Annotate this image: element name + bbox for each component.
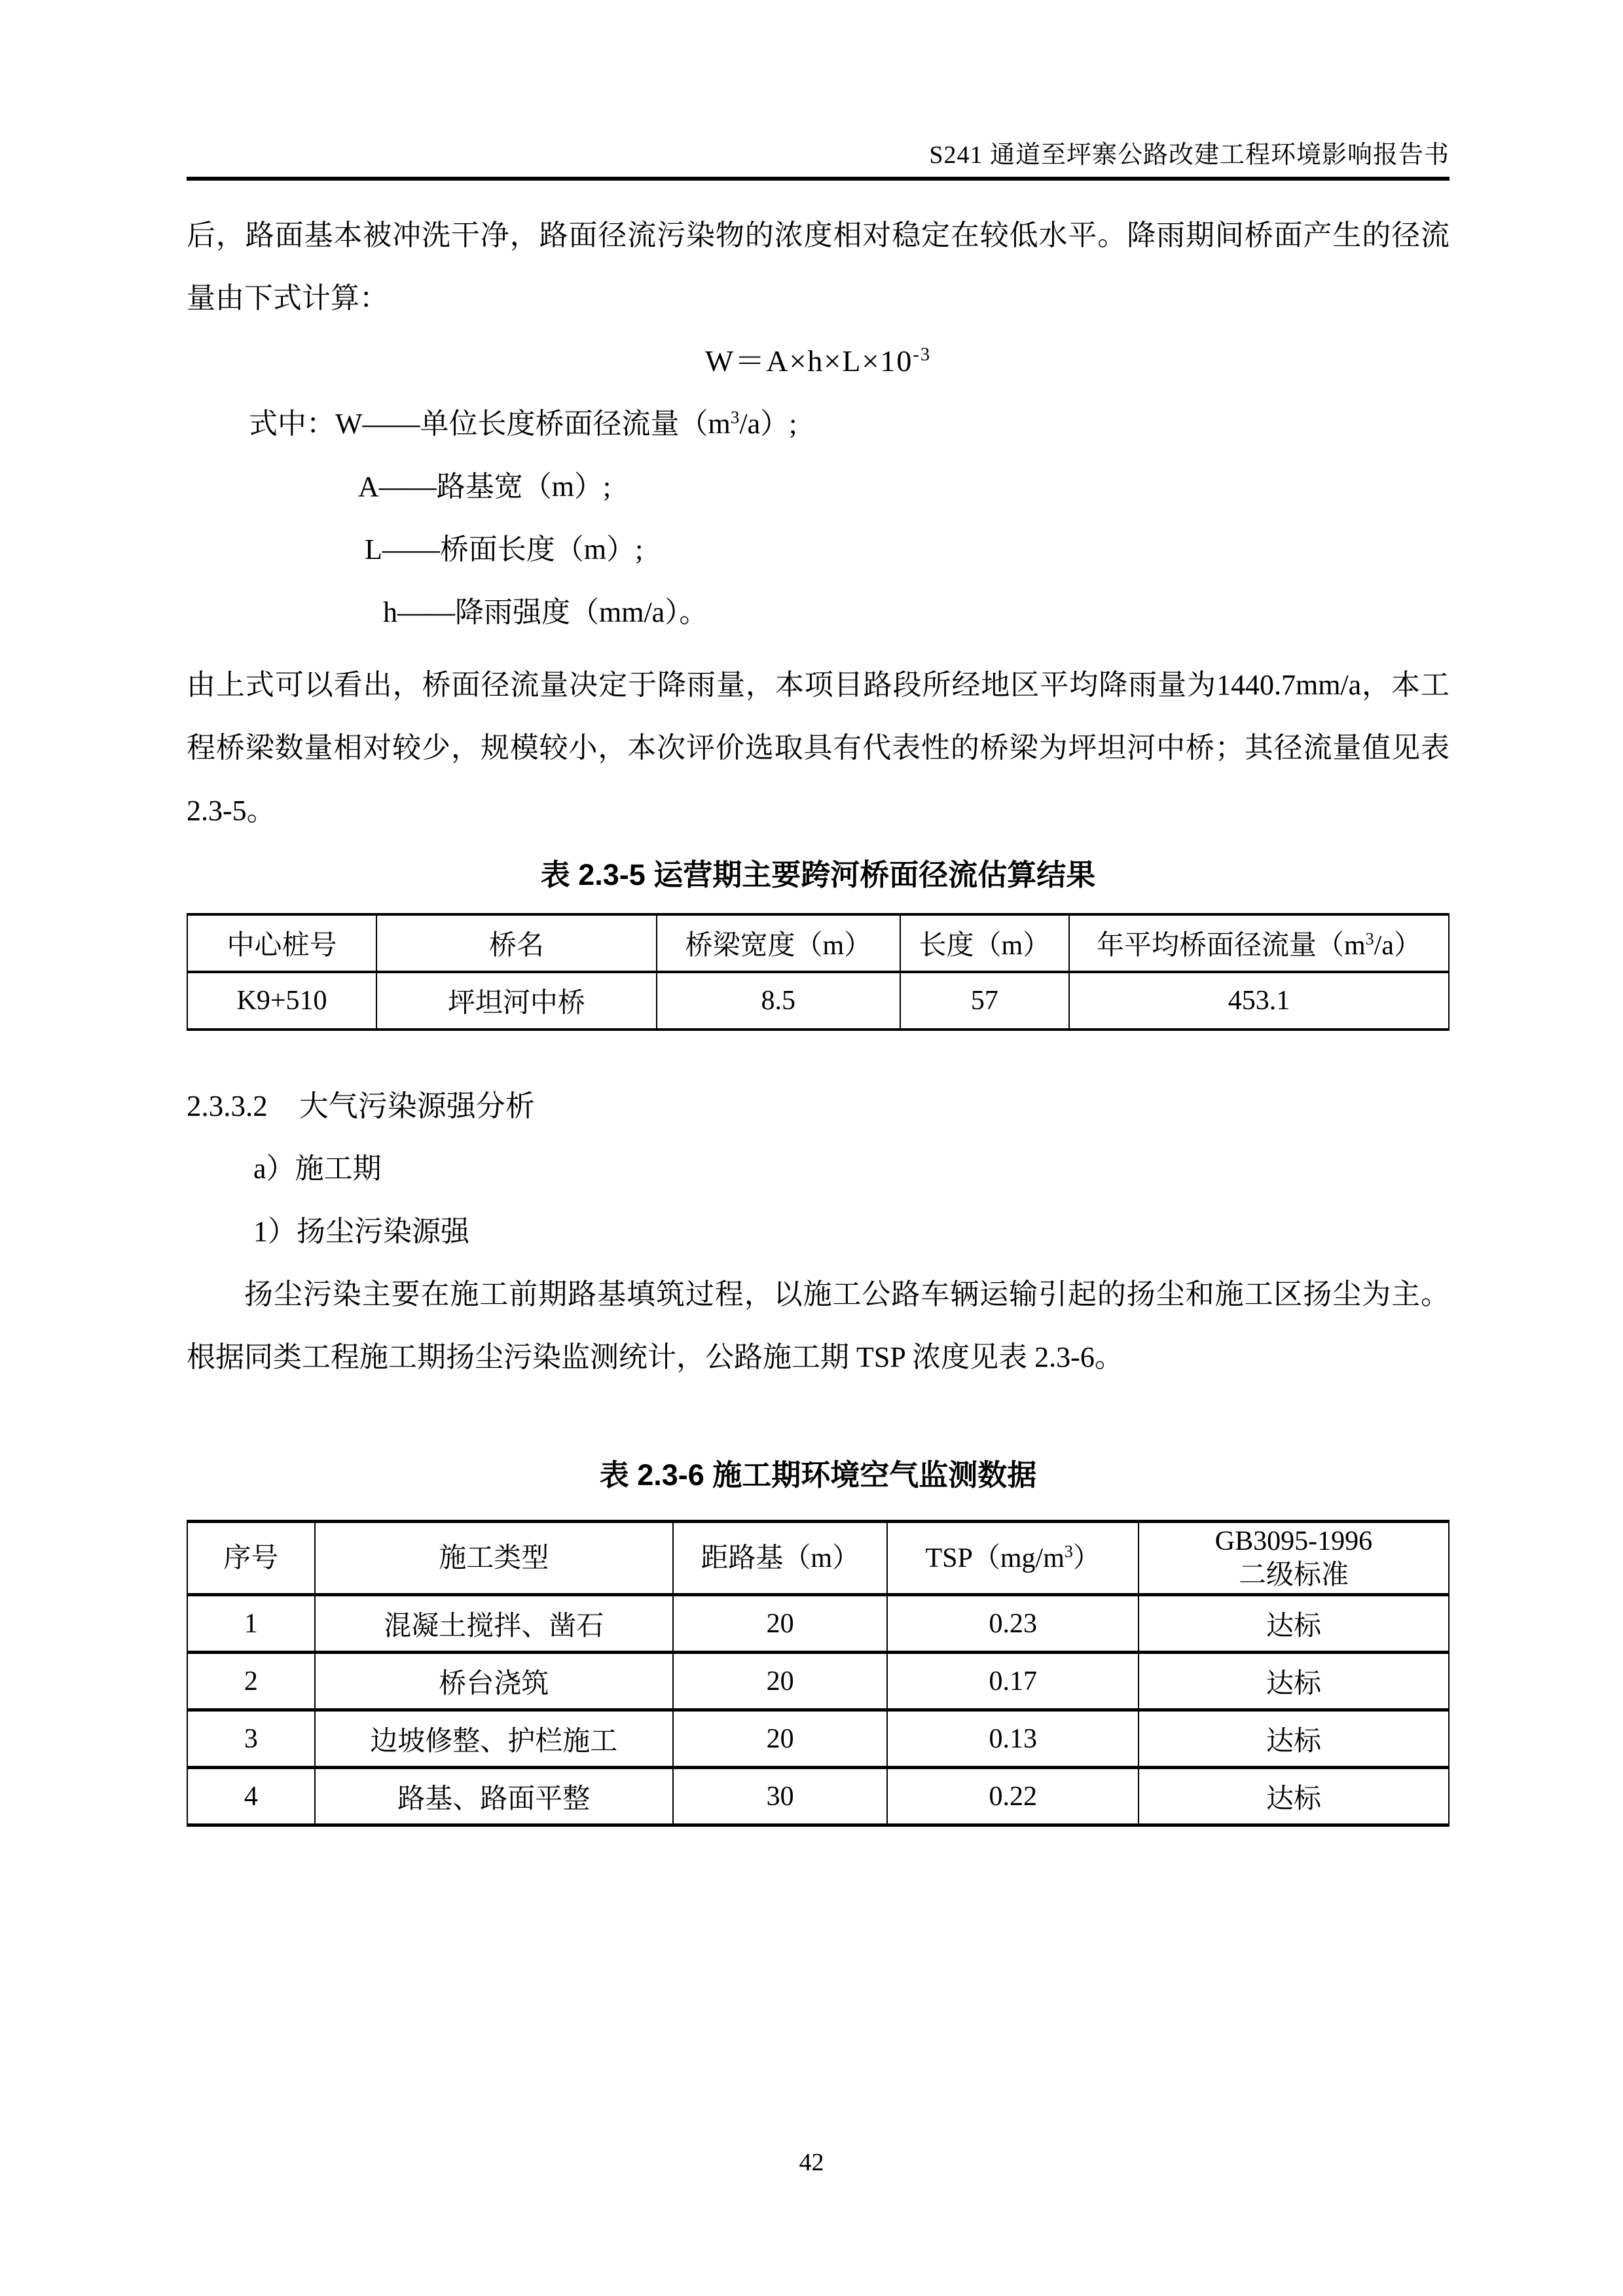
table-row: [187, 1522, 1449, 1595]
section-number: 2.3.3.2: [187, 1090, 268, 1122]
table-row: [187, 1595, 1449, 1653]
t6-cell-standard: 达标: [1139, 1653, 1449, 1710]
t6-header-standard: [1139, 1522, 1449, 1595]
t6-cell-tsp: 0.22: [887, 1768, 1138, 1825]
t5-cell-stake: K9+510: [187, 972, 376, 1030]
definition-w-superscript: 3: [730, 407, 740, 427]
t6-header-standard-line1: GB3095-1996: [1214, 1526, 1373, 1556]
t6-cell-no: 2: [187, 1653, 315, 1710]
t5-cell-bridge-name: 坪坦河中桥: [376, 972, 657, 1030]
paragraph-dust: 扬尘污染主要在施工前期路基填筑过程，以施工公路车辆运输引起的扬尘和施工区扬尘为主。根据同类工程施工期扬尘污染监测统计，公路施工期 TSP 浓度见表 2.3-6。: [187, 1278, 1450, 1373]
t6-header-distance: 距路基（m）: [673, 1522, 888, 1595]
header-title: S241 通道至坪寨公路改建工程环境影响报告书: [929, 141, 1450, 169]
t5-header-length: 长度（m）: [900, 914, 1069, 972]
table-row: [187, 1768, 1449, 1825]
t5-header-width: 桥梁宽度（m）: [657, 914, 900, 972]
formula-runoff: [187, 330, 1450, 393]
t6-cell-no: 1: [187, 1595, 315, 1653]
t6-cell-no: 3: [187, 1710, 315, 1768]
table-row: [187, 1653, 1449, 1710]
table-row: [187, 1710, 1449, 1768]
table-2-3-6: [187, 1520, 1450, 1827]
t6-cell-type: 混凝土搅拌、凿石: [315, 1595, 673, 1653]
formula-base: W＝A×h×L×10: [704, 344, 913, 378]
t6-header-type: 施工类型: [315, 1522, 673, 1595]
t6-cell-standard: 达标: [1139, 1595, 1449, 1653]
t6-cell-standard: 达标: [1139, 1768, 1449, 1825]
table-row: [187, 972, 1449, 1030]
t6-cell-standard: 达标: [1139, 1710, 1449, 1768]
formula-exponent: -3: [913, 344, 932, 365]
t6-header-standard-line2: 二级标准: [1238, 1560, 1349, 1590]
t5-header-runoff-unit: /a）: [1374, 931, 1421, 961]
t6-header-tsp: [887, 1522, 1138, 1595]
t5-header-stake: 中心桩号: [187, 914, 376, 972]
page-header: [187, 0, 1450, 181]
t6-cell-distance: 30: [673, 1768, 888, 1825]
t6-header-no: 序号: [187, 1522, 315, 1595]
section-title: 大气污染源强分析: [299, 1090, 535, 1122]
subheading-dust-source: 1）扬尘污染源强: [253, 1215, 469, 1247]
definition-l: L——桥面长度（m）;: [365, 533, 644, 565]
t6-header-tsp-text: TSP（mg/m: [925, 1543, 1065, 1573]
table-2-3-6-caption: 表 2.3-6 施工期环境空气监测数据: [599, 1458, 1037, 1492]
t5-cell-runoff: 453.1: [1069, 972, 1449, 1030]
t6-cell-distance: 20: [673, 1653, 888, 1710]
definition-w: [187, 393, 1450, 456]
t6-cell-no: 4: [187, 1768, 315, 1825]
page-number: 42: [799, 2149, 824, 2176]
t6-cell-type: 路基、路面平整: [315, 1768, 673, 1825]
definition-h: h——降雨强度（mm/a）。: [383, 596, 708, 628]
t5-header-runoff: [1069, 914, 1449, 972]
t6-cell-tsp: 0.17: [887, 1653, 1138, 1710]
t6-cell-distance: 20: [673, 1710, 888, 1768]
t6-cell-tsp: 0.13: [887, 1710, 1138, 1768]
t5-cell-length: 57: [900, 972, 1069, 1030]
t6-cell-type: 桥台浇筑: [315, 1653, 673, 1710]
definition-w-text: 式中：W——单位长度桥面径流量（m: [249, 408, 731, 440]
t6-header-tsp-superscript: 3: [1064, 1541, 1073, 1561]
t6-cell-type: 边坡修整、护栏施工: [315, 1710, 673, 1768]
table-2-3-5-caption: 表 2.3-5 运营期主要跨河桥面径流估算结果: [540, 858, 1096, 891]
subheading-construction-period: a）施工期: [253, 1153, 382, 1185]
section-heading-2-3-3-2: [187, 1075, 1450, 1138]
t6-header-tsp-unit: ）: [1072, 1543, 1101, 1573]
t5-header-bridge-name: 桥名: [376, 914, 657, 972]
paragraph-rainfall: 由上式可以看出，桥面径流量决定于降雨量，本项目路段所经地区平均降雨量为1440.7mm/a，本工程桥梁数量相对较少，规模较小，本次评价选取具有代表性的桥梁为坪坦河中桥；其径流量值见表 2.3-5。: [187, 669, 1450, 827]
t6-cell-distance: 20: [673, 1595, 888, 1653]
t5-cell-width: 8.5: [657, 972, 900, 1030]
t5-header-runoff-superscript: 3: [1365, 929, 1374, 948]
definition-w-unit: /a）;: [739, 408, 797, 440]
t6-cell-tsp: 0.23: [887, 1595, 1138, 1653]
table-2-3-5: [187, 913, 1450, 1031]
t5-header-runoff-text: 年平均桥面径流量（m: [1096, 931, 1366, 961]
table-row: [187, 914, 1449, 972]
paragraph-runoff-intro: 后，路面基本被冲洗干净，路面径流污染物的浓度相对稳定在较低水平。降雨期间桥面产生的径流量由下式计算：: [187, 219, 1450, 314]
definition-a: A——路基宽（m）;: [358, 471, 611, 503]
